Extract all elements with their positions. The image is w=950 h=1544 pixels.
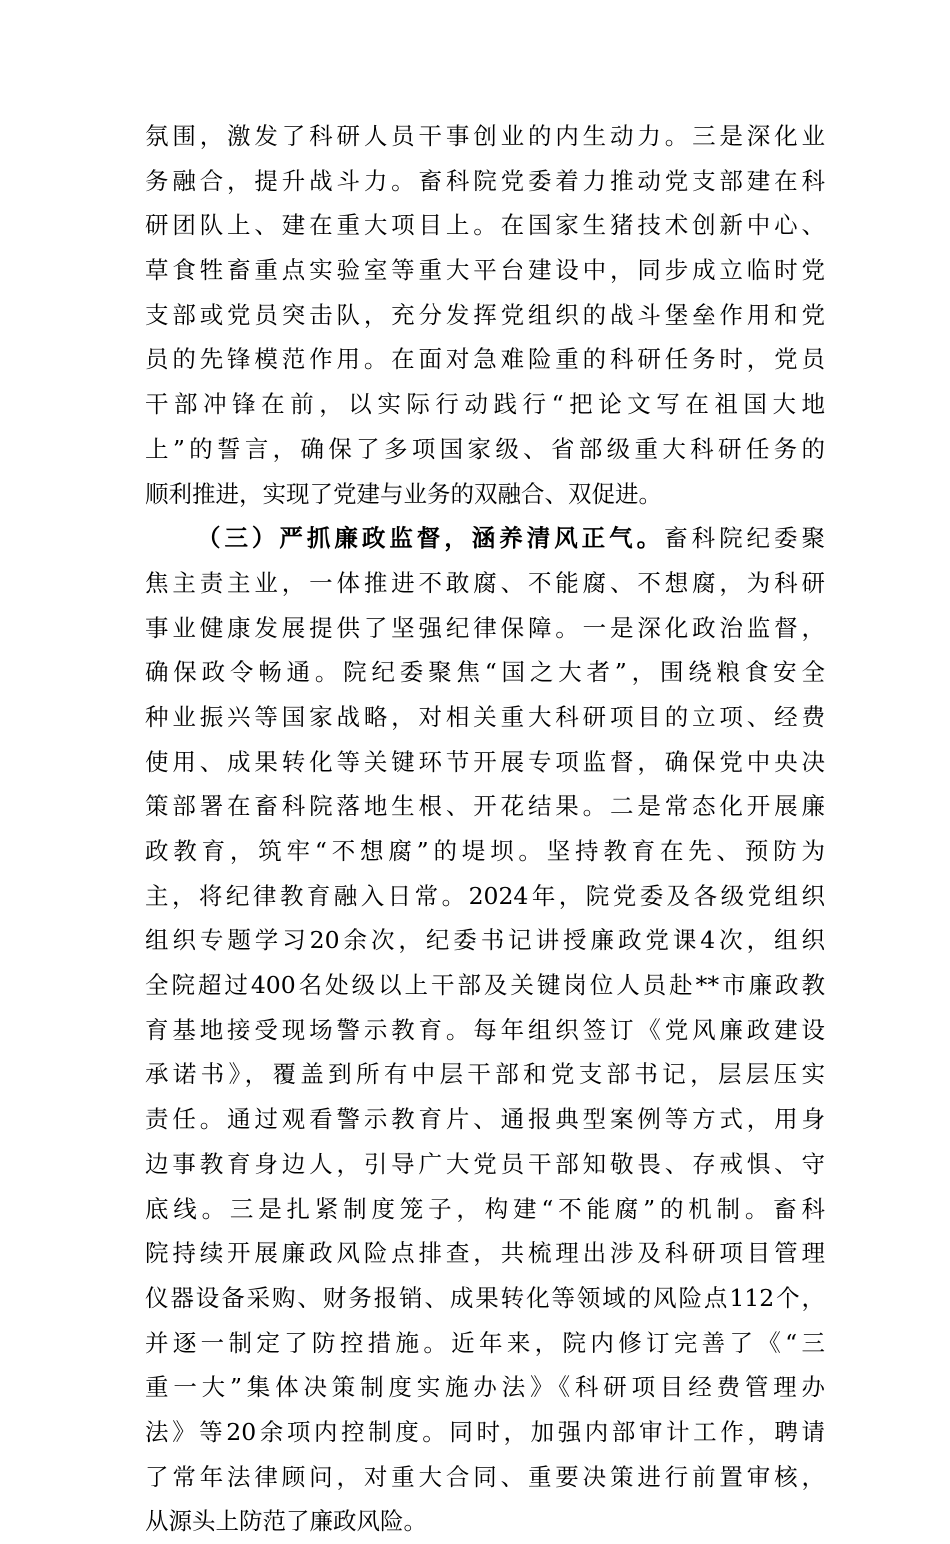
text-line: 承诺书》，覆盖到所有中层干部和党支部书记，层层压实 [145,1060,825,1089]
section-heading-line-rest: 畜科院纪委聚 [664,524,826,553]
text-line: 务融合，提升战斗力。畜科院党委着力推动党支部建在科 [145,166,825,195]
text-line: 顺利推进，实现了党建与业务的双融合、双促进。 [145,479,662,508]
text-line: 并逐一制定了防控措施。近年来，院内修订完善了《“三 [145,1328,825,1357]
text-line: 员的先锋模范作用。在面对急难险重的科研任务时，党员 [145,345,825,374]
text-line: 院持续开展廉政风险点排查，共梳理出涉及科研项目管理 [145,1239,825,1268]
text-line: 确保政令畅通。院纪委聚焦“国之大者”，围绕粮食安全 [145,658,825,687]
text-line: 主，将纪律教育融入日常。2024年，院党委及各级党组织 [145,881,825,910]
text-line: 种业振兴等国家战略，对相关重大科研项目的立项、经费 [145,702,825,731]
text-line: 责任。通过观看警示教育片、通报典型案例等方式，用身 [145,1105,825,1134]
text-line: 育基地接受现场警示教育。每年组织签订《党风廉政建设 [145,1015,825,1044]
section-heading: （三）严抓廉政监督，涵养清风正气。 [193,524,665,553]
text-line: 事业健康发展提供了坚强纪律保障。一是深化政治监督， [145,613,825,642]
text-line: 草食牲畜重点实验室等重大平台建设中，同步成立临时党 [145,256,825,285]
text-line: 从源头上防范了廉政风险。 [145,1507,427,1536]
document-body [145,114,825,1544]
text-line: 了常年法律顾问，对重大合同、重要决策进行前置审核， [145,1462,825,1491]
text-line: 全院超过400名处级以上干部及关键岗位人员赴**市廉政教 [145,971,825,1000]
text-line: 使用、成果转化等关键环节开展专项监督，确保党中央决 [145,747,825,776]
section-heading-line [145,516,825,561]
text-line: 策部署在畜科院落地生根、开花结果。二是常态化开展廉 [145,792,825,821]
text-line: 政教育，筑牢“不想腐”的堤坝。坚持教育在先、预防为 [145,837,825,865]
text-line: 底线。三是扎紧制度笼子，构建“不能腐”的机制。畜科 [145,1194,825,1223]
text-line: 氛围，激发了科研人员干事创业的内生动力。三是深化业 [145,122,825,150]
text-line: 焦主责主业，一体推进不敢腐、不能腐、不想腐，为科研 [145,568,825,597]
text-line: 干部冲锋在前，以实际行动践行“把论文写在祖国大地 [145,390,825,419]
text-line: 仪器设备采购、财务报销、成果转化等领域的风险点112个， [145,1283,825,1312]
text-line: 重一大”集体决策制度实施办法》《科研项目经费管理办 [145,1373,825,1402]
text-line: 边事教育身边人，引导广大党员干部知敬畏、存戒惧、守 [145,1149,825,1178]
text-line: 组织专题学习20余次，纪委书记讲授廉政党课4次，组织 [145,926,825,955]
text-line: 支部或党员突击队，充分发挥党组织的战斗堡垒作用和党 [145,300,825,329]
text-line: 研团队上、建在重大项目上。在国家生猪技术创新中心、 [145,211,825,240]
text-line: 法》等20余项内控制度。同时，加强内部审计工作，聘请 [145,1417,825,1446]
text-line: 上”的誓言，确保了多项国家级、省部级重大科研任务的 [145,434,825,463]
